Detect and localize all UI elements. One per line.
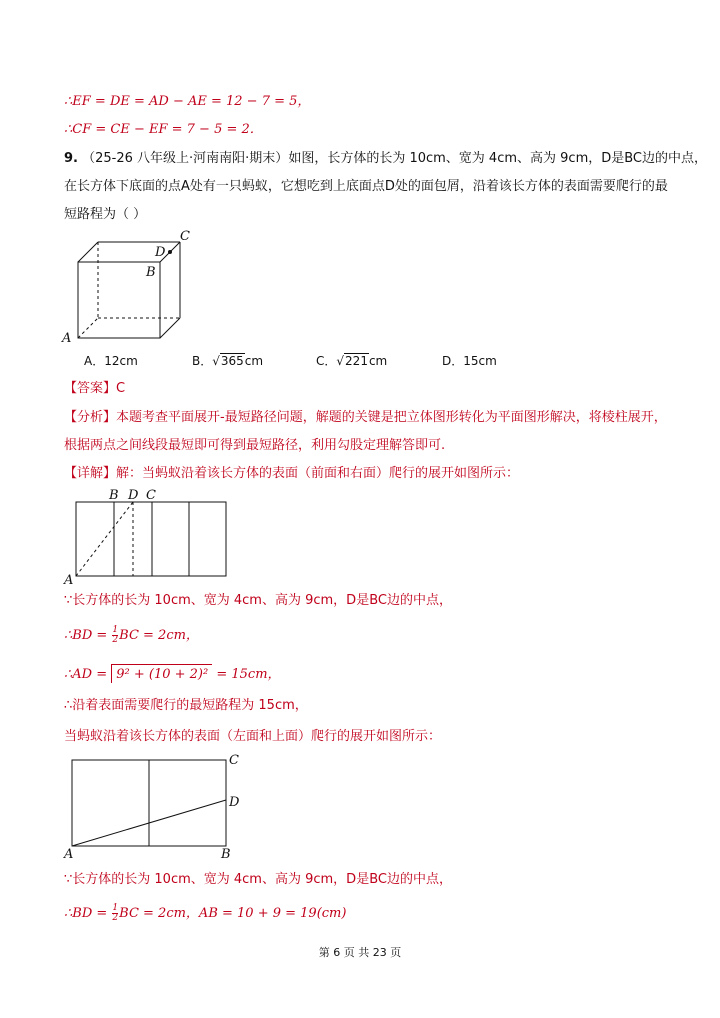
detail-bd-2 <box>64 904 346 923</box>
option-b-unit: cm <box>244 354 264 368</box>
fraction-half <box>112 626 118 645</box>
question-text-2: 在长方体下底面的点A处有一只蚂蚁，它想吃到上底面点D处的面包屑，沿着该长方体的表面需要爬行的最 <box>64 179 668 194</box>
option-d <box>442 352 497 370</box>
fig3-label-d: D <box>229 795 240 810</box>
detail-intro: 【详解】解：当蚂蚁沿着该长方体的表面（前面和右面）爬行的展开如图所示： <box>64 466 520 481</box>
option-c-letter: C． <box>316 354 337 368</box>
option-d-value: 15cm <box>463 354 497 368</box>
label-a: A <box>62 331 72 346</box>
detail-given-2: ∵长方体的长为 10cm、宽为 4cm、高为 9cm，D是BC边的中点， <box>64 872 452 887</box>
cuboid-figure <box>60 228 200 346</box>
option-c-radicand: 221 <box>345 354 368 368</box>
path-ad-dashed <box>76 502 133 576</box>
ad-radicand: 9² + (10 + 2)² <box>111 664 212 683</box>
option-b-letter: B． <box>192 354 213 368</box>
label-b: B <box>146 265 156 280</box>
bd-1-post: BC = 2cm， <box>119 628 199 643</box>
unfold-figure-front-right <box>62 486 234 586</box>
option-a <box>84 352 138 370</box>
detail-conclusion-1: ∴沿着表面需要爬行的最短路程为 15cm， <box>64 698 308 713</box>
option-d-letter: D． <box>442 354 464 368</box>
option-a-value: 12cm <box>104 354 138 368</box>
question-line-1 <box>64 150 707 168</box>
option-c-unit: cm <box>368 354 388 368</box>
cf-equation: ∴CF = CE − EF = 7 − 5 = 2． <box>64 122 263 137</box>
option-c: C．√221cm <box>316 354 388 368</box>
ef-equation: ∴EF = DE = AD − AE = 12 − 7 = 5， <box>64 94 311 109</box>
fig3-label-c: C <box>229 753 239 768</box>
hidden-edge-diagonal <box>78 318 98 338</box>
bd-2-post: BC = 2cm，AB = 10 + 9 = 19(cm) <box>119 906 347 921</box>
fraction-half-2 <box>112 904 118 923</box>
question-number: 9. <box>64 151 78 166</box>
question-text-3: 短路程为（ ） <box>64 207 147 222</box>
question-source: （25-26 八年级上·河南南阳·期末） <box>82 151 289 166</box>
fig2-label-a: A <box>64 573 74 586</box>
fig2-label-d: D <box>128 488 139 503</box>
label-c: C <box>180 229 190 244</box>
ad-post: = 15cm， <box>216 667 281 682</box>
option-a-letter: A． <box>84 354 105 368</box>
fig2-label-c: C <box>146 488 156 503</box>
fig2-label-b: B <box>109 488 119 503</box>
ad-pre: ∴AD = <box>64 667 108 682</box>
point-d-dot <box>168 250 172 254</box>
fig3-label-a: A <box>64 847 74 862</box>
analysis-line-2: 根据两点之间线段最短即可得到最短路径，利用勾股定理解答即可. <box>64 438 446 453</box>
unfold-figure-left-top <box>62 750 248 862</box>
detail-given-1: ∵长方体的长为 10cm、宽为 4cm、高为 9cm，D是BC边的中点， <box>64 593 452 608</box>
analysis-line-1: 【分析】本题考查平面展开-最短路径问题，解题的关键是把立体图形转化为平面图形解决，将棱柱展开， <box>64 410 667 425</box>
question-text-1: 如图，长方体的长为 10cm、宽为 4cm、高为 9cm，D是BC边的中点， <box>288 151 708 166</box>
fraction-num-2: 1 <box>112 903 119 913</box>
option-b: B．√365cm <box>192 354 264 368</box>
bd-2-pre: ∴BD = <box>64 906 108 921</box>
fig3-label-b: B <box>221 847 231 862</box>
fraction-den-2: 2 <box>112 913 119 923</box>
label-d: D <box>155 245 166 260</box>
bd-1-pre: ∴BD = <box>64 628 108 643</box>
option-b-radicand: 365 <box>220 354 244 368</box>
detail-intro-2: 当蚂蚁沿着该长方体的表面（左面和上面）爬行的展开如图所示： <box>64 729 442 744</box>
fraction-den: 2 <box>112 635 119 645</box>
page-footer: 第 6 页 共 23 页 <box>318 946 402 959</box>
fraction-num: 1 <box>112 625 119 635</box>
answer: 【答案】C <box>64 381 126 396</box>
detail-ad <box>64 664 281 684</box>
detail-bd-1 <box>64 626 199 645</box>
